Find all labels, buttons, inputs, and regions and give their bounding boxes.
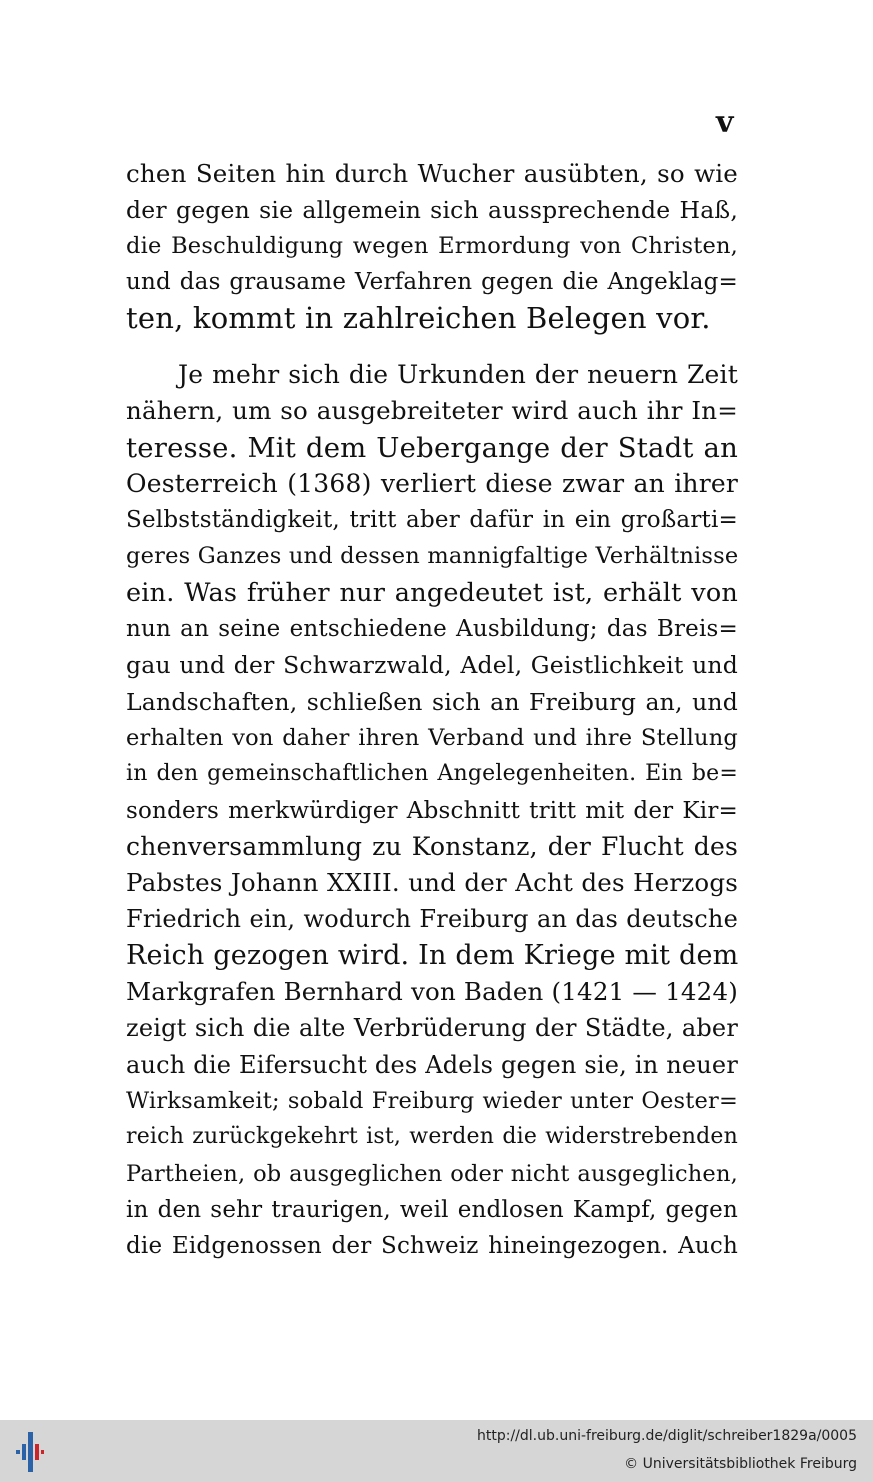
text-line: Pabstes Johann XXIII. und der Acht des Herzogs	[126, 868, 738, 898]
text-line: geres Ganzes und dessen mannigfaltige Verhältnisse	[126, 543, 739, 570]
text-line: Reich gezogen wird. In dem Kriege mit dem	[126, 939, 739, 971]
text-line: Landschaften, schließen sich an Freiburg an, und	[126, 687, 738, 716]
digilit-logo-icon[interactable]	[16, 1432, 44, 1472]
text-line: Selbstständigkeit, tritt aber dafür in ein großarti=	[126, 507, 738, 534]
text-line: Je mehr sich die Urkunden der neuern Zeit	[178, 360, 738, 389]
text-line: chen Seiten hin durch Wucher ausübten, so wie	[126, 159, 738, 188]
text-line: chenversammlung zu Konstanz, der Flucht des	[126, 831, 738, 861]
text-line: nun an seine entschiedene Ausbildung; das Breis=	[126, 616, 738, 643]
text-line: die Beschuldigung wegen Ermordung von Christen,	[126, 233, 738, 259]
text-line: Oesterreich (1368) verliert diese zwar an ihrer	[126, 468, 738, 498]
footer-bar	[0, 1420, 873, 1482]
text-line: Wirksamkeit; sobald Freiburg wieder unter Oester=	[126, 1087, 738, 1114]
text-line: nähern, um so ausgebreiteter wird auch ihr In=	[126, 396, 738, 426]
text-line: reich zurückgekehrt ist, werden die widerstrebenden	[126, 1124, 738, 1150]
text-line: in den gemeinschaftlichen Angelegenheiten. Ein be=	[126, 761, 738, 787]
text-line: in den sehr traurigen, weil endlosen Kampf, gegen	[126, 1196, 738, 1223]
text-line: der gegen sie allgemein sich aussprechende Haß,	[126, 196, 738, 224]
text-line: die Eidgenossen der Schweiz hineingezogen. Auch	[126, 1233, 738, 1260]
text-line: zeigt sich die alte Verbrüderung der Städte, aber	[126, 1014, 738, 1043]
text-line: und das grausame Verfahren gegen die Angeklag=	[126, 269, 738, 295]
text-line: Friedrich ein, wodurch Freiburg an das deutsche	[126, 905, 738, 934]
text-line: erhalten von daher ihren Verband und ihre Stellung	[126, 724, 738, 751]
paragraph-2	[126, 357, 738, 1264]
text-line: gau und der Schwarzwald, Adel, Geistlichkeit und	[126, 651, 738, 680]
text-line: sonders merkwürdiger Abschnitt tritt mit der Kir=	[126, 797, 738, 824]
text-line: ten, kommt in zahlreichen Belegen vor.	[126, 301, 711, 335]
text-line: teresse. Mit dem Uebergange der Stadt an	[126, 431, 738, 464]
text-line: ein. Was früher nur angedeutet ist, erhält von	[126, 577, 738, 608]
text-line: Markgrafen Bernhard von Baden (1421 — 1424)	[126, 977, 738, 1007]
signature-mark: v	[716, 105, 734, 140]
text-line: auch die Eifersucht des Adels gegen sie, in neuer	[126, 1050, 738, 1079]
text-line: Partheien, ob ausgeglichen oder nicht ausgeglichen,	[126, 1160, 738, 1187]
copyright-notice: © Universitätsbibliothek Freiburg	[624, 1456, 857, 1472]
paragraph-1	[126, 156, 738, 336]
permalink-url[interactable]: http://dl.ub.uni-freiburg.de/diglit/schreiber1829a/0005	[477, 1428, 857, 1444]
